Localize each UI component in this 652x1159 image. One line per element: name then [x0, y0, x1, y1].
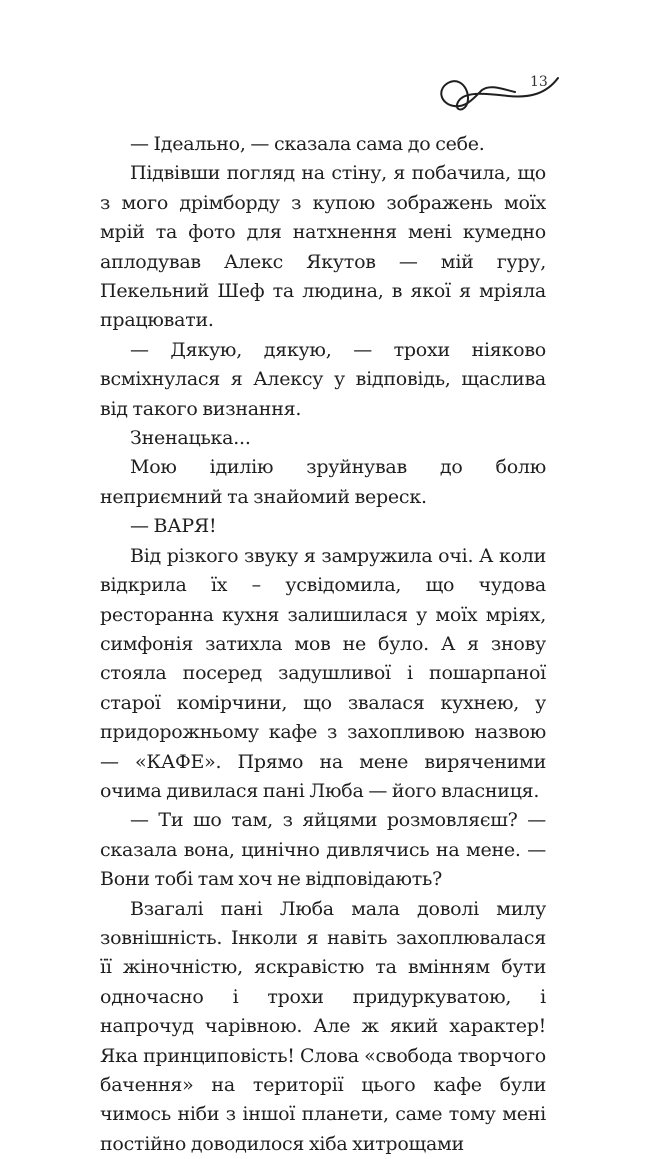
paragraph: Від різкого звуку я замружила очі. А коли відкрила їх – усвідомила, що чудова ресторанна кухня залишилася у моїх мріях, симфонія затихла мов не було. А я знову стояла посеред задушливої і пошарпаної старої комірчини, що звалася кухнею, у придорожньому кафе з захопливою назвою — «КАФЕ». Прямо на мене виряченими очима дивилася пані Люба — його власниця.	[100, 544, 546, 802]
paragraph: Мою ідилію зруйнував до болю неприємний та знайомий вереск.	[100, 456, 546, 508]
body-text	[100, 130, 546, 1159]
page-header	[430, 68, 590, 118]
flourish-ornament-icon	[430, 68, 590, 118]
paragraph: — Ідеально, — сказала сама до себе.	[130, 133, 485, 155]
paragraph: — Дякую, дякую, — трохи ніяково всміхнулася я Алексу у відповідь, щаслива від такого визнання.	[100, 338, 546, 420]
paragraph: Підвівши погляд на стіну, я побачила, що з мого дрімборду з купою зображень моїх мрій та фото для натхнення мені кумедно аплодував Алекс Якутов — мій гуру, Пекельний Шеф та людина, в якої я мріяла працювати.	[100, 162, 546, 332]
paragraph: — Ти шо там, з яйцями розмовляєш? — сказала вона, цинічно дивлячись на мене. — Вони тобі там хоч не відповідають?	[100, 809, 546, 891]
page-number: 13	[530, 74, 548, 90]
paragraph: Зненацька...	[130, 427, 251, 450]
paragraph: Взагалі пані Люба мала доволі милу зовнішність. Інколи я навіть захоплювалася її жіночністю, яскравістю та вмінням бути одночасно і трохи придуркуватою, і напрочуд чарівною. Але ж який характер! Яка принциповість! Слова «свобода творчого бачення» на території цього кафе були чимось ніби з іншої планети, саме тому мені постійно доводилося хіба хитрощами	[100, 897, 546, 1155]
paragraph: — ВАРЯ!	[130, 515, 217, 538]
